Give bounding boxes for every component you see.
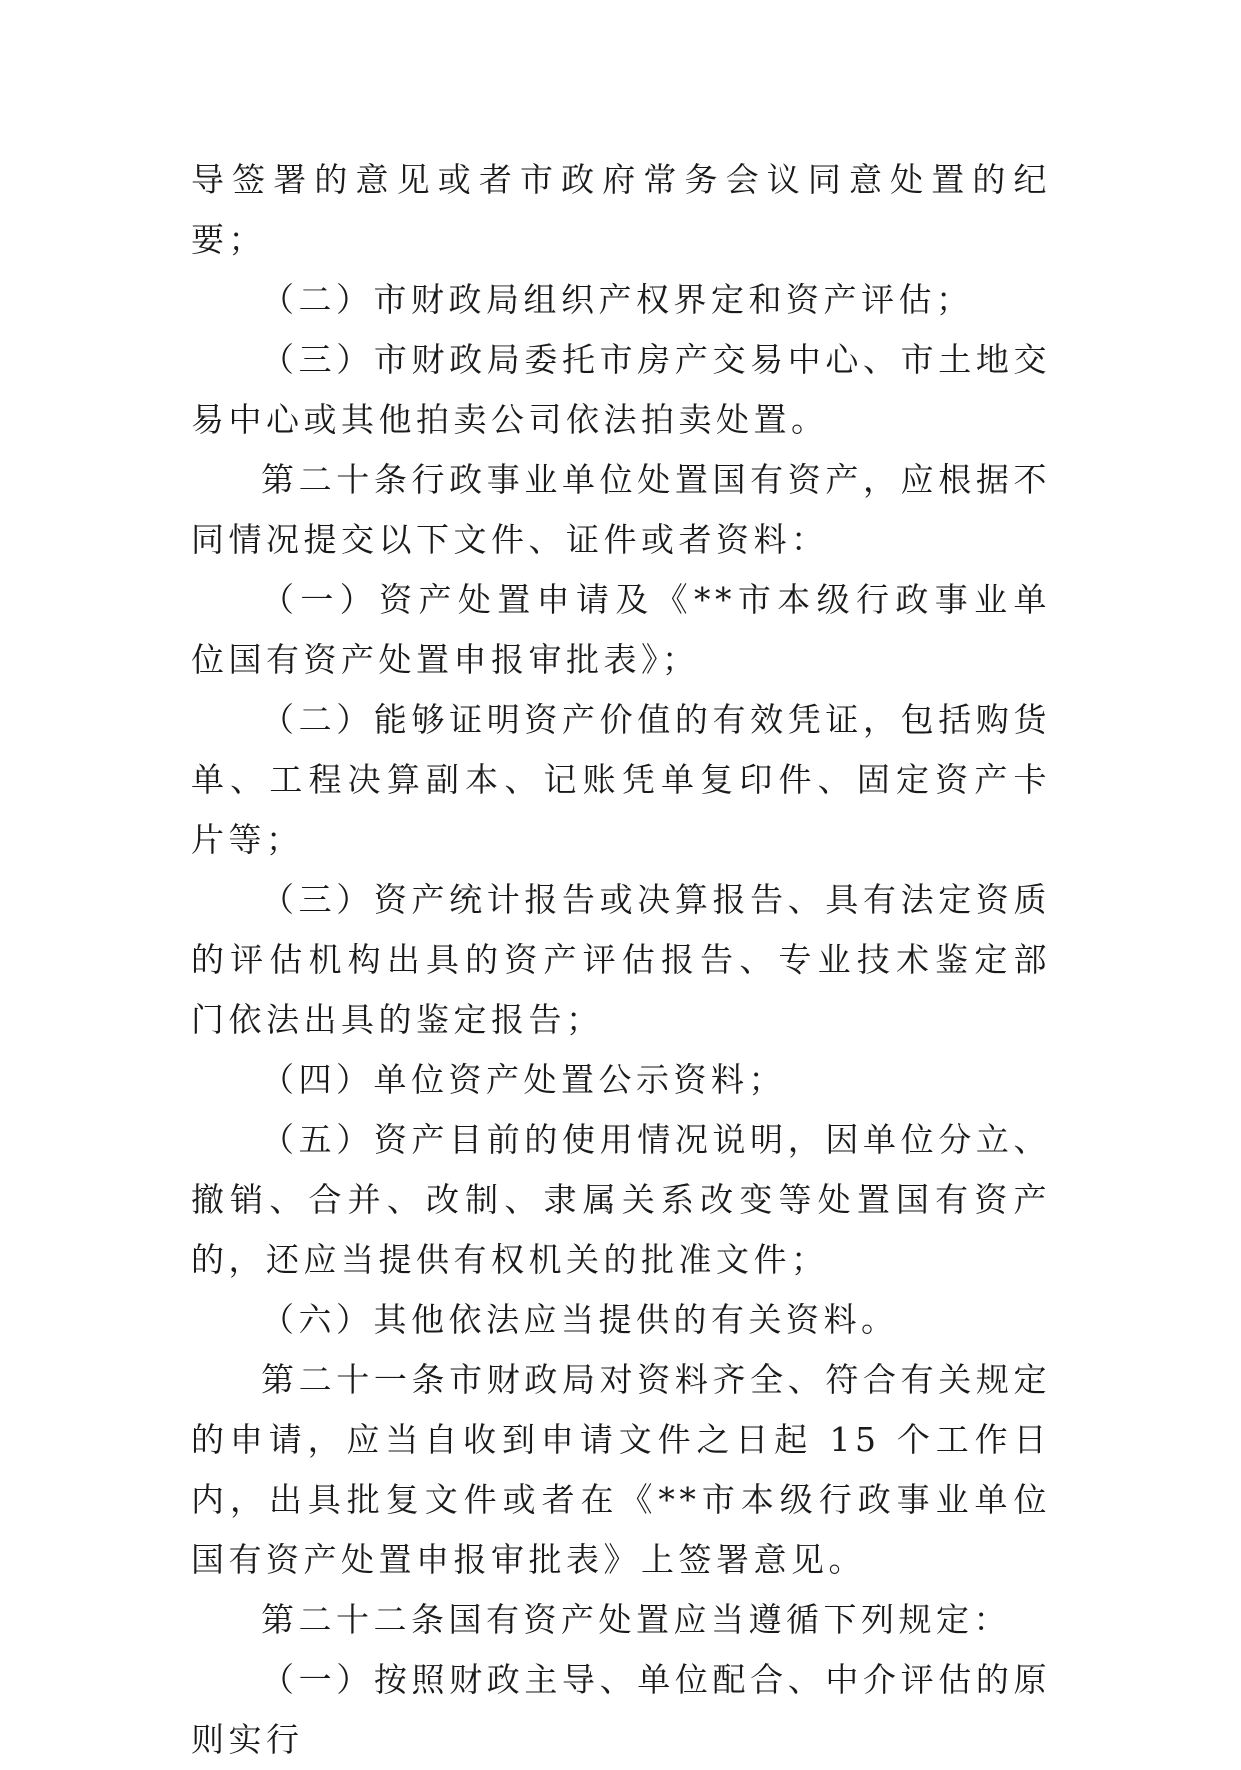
paragraph-article-20: 第二十条行政事业单位处置国有资产，应根据不同情况提交以下文件、证件或者资料： bbox=[191, 460, 1051, 559]
paragraph-article-22-item-1: （一）按照财政主导、单位配合、中介评估的原则实行 bbox=[191, 1660, 1051, 1759]
paragraph-article-20-item-6: （六）其他依法应当提供的有关资料。 bbox=[261, 1300, 899, 1339]
document-body bbox=[191, 150, 1051, 1770]
paragraph-article-20-item-3: （三）资产统计报告或决算报告、具有法定资质的评估机构出具的资产评估报告、专业技术鉴定部门依法出具的鉴定报告； bbox=[191, 880, 1051, 1039]
paragraph-item-2-property-rights: （二）市财政局组织产权界定和资产评估； bbox=[261, 280, 974, 319]
paragraph-article-22: 第二十二条国有资产处置应当遵循下列规定： bbox=[261, 1600, 1011, 1639]
paragraph-article-20-item-1: （一）资产处置申请及《**市本级行政事业单位国有资产处置申报审批表》； bbox=[191, 580, 1051, 679]
paragraph-article-20-item-5: （五）资产目前的使用情况说明，因单位分立、撤销、合并、改制、隶属关系改变等处置国有资产的，还应当提供有权机关的批准文件； bbox=[191, 1120, 1051, 1279]
paragraph-continuation: 导签署的意见或者市政府常务会议同意处置的纪要； bbox=[191, 160, 1051, 259]
paragraph-article-20-item-4: （四）单位资产处置公示资料； bbox=[261, 1060, 786, 1099]
paragraph-item-3-auction: （三）市财政局委托市房产交易中心、市土地交易中心或其他拍卖公司依法拍卖处置。 bbox=[191, 340, 1051, 439]
paragraph-article-21: 第二十一条市财政局对资料齐全、符合有关规定的申请，应当自收到申请文件之日起 15 个工作日内，出具批复文件或者在《**市本级行政事业单位国有资产处置申报审批表》上签署意见。 bbox=[191, 1360, 1051, 1579]
paragraph-article-20-item-2: （二）能够证明资产价值的有效凭证，包括购货单、工程决算副本、记账凭单复印件、固定资产卡片等； bbox=[191, 700, 1051, 859]
